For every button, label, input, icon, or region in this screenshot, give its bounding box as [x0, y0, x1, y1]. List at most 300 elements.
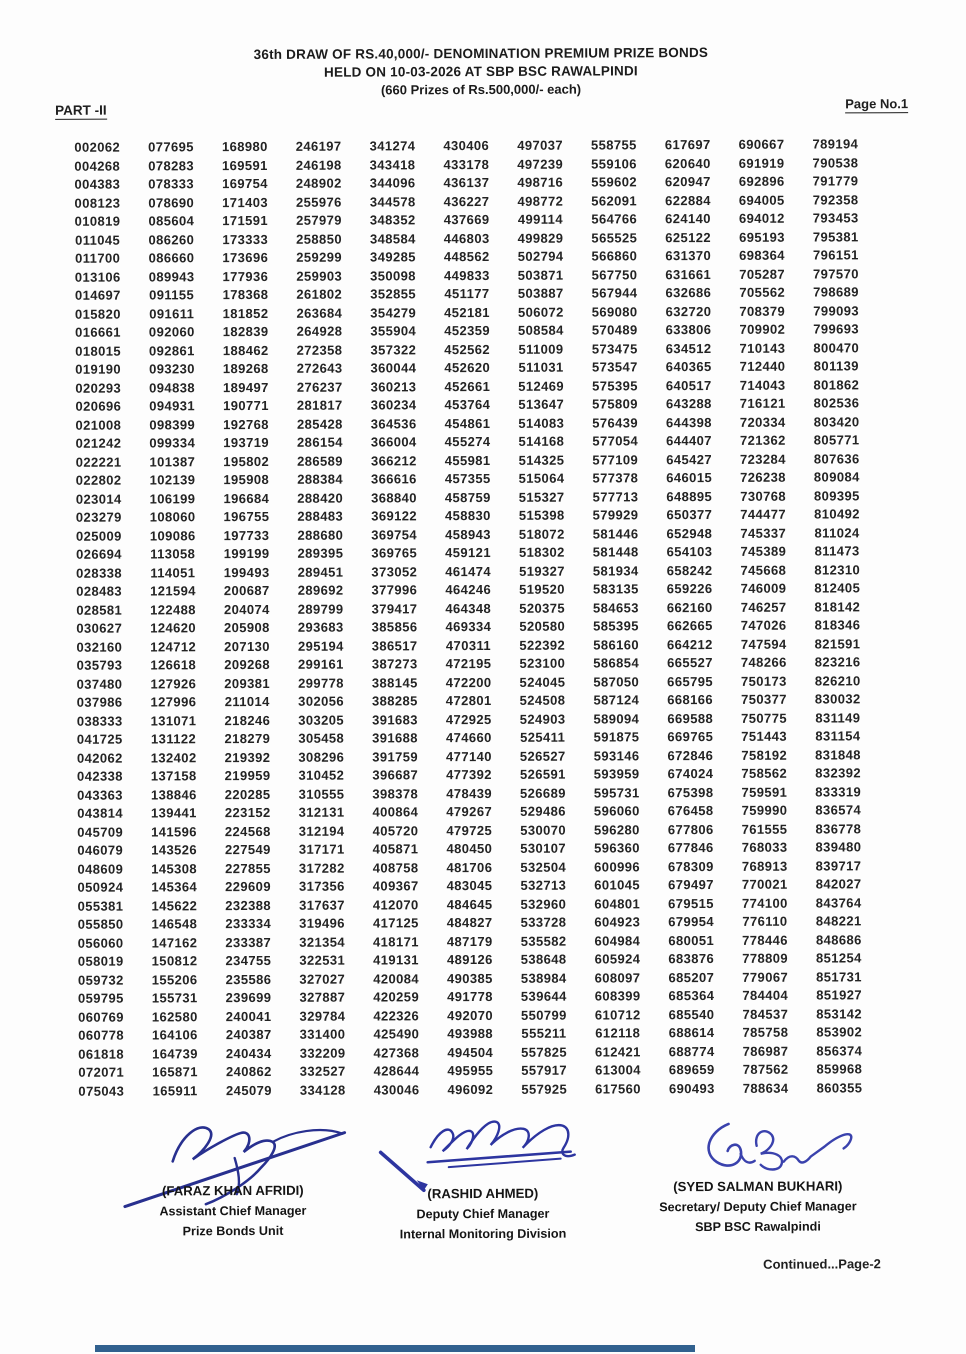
prize-number-cell: 131071 [150, 712, 197, 728]
prize-number-cell: 535582 [520, 933, 567, 949]
prize-number-cell: 853142 [816, 1005, 863, 1022]
prize-number-cell: 177936 [222, 268, 269, 284]
prize-number-cell: 593146 [593, 747, 640, 764]
prize-number-cell: 126618 [150, 657, 197, 673]
prize-number-cell: 022221 [75, 454, 122, 470]
prize-number-cell: 229609 [225, 878, 271, 895]
prize-number-cell: 665795 [667, 673, 713, 689]
signatory-salman [628, 1176, 888, 1237]
prize-number-cell: 810492 [814, 506, 860, 522]
prize-number-cell: 776110 [742, 913, 788, 929]
prize-number-cell: 497239 [517, 156, 564, 172]
prize-number-cell: 512469 [518, 378, 565, 394]
prize-number-cell: 658242 [666, 562, 713, 578]
prize-number-cell: 122488 [150, 601, 196, 617]
prize-number-cell: 190771 [223, 397, 269, 414]
prize-number-cell: 288420 [297, 490, 344, 506]
prize-number-cell: 798689 [813, 284, 859, 300]
prize-number-cell: 165871 [152, 1064, 198, 1080]
prize-number-cell: 258850 [296, 231, 342, 247]
prize-number-cell: 305458 [298, 730, 345, 746]
prize-number-cell: 078690 [148, 194, 195, 210]
prize-number-cell: 099334 [149, 435, 196, 451]
prize-number-cell: 532713 [520, 877, 567, 893]
prize-number-cell: 680051 [668, 932, 715, 948]
prize-number-cell: 506072 [517, 304, 564, 320]
prize-number-cell: 758562 [741, 765, 788, 781]
prize-number-cell: 038333 [76, 713, 123, 729]
prize-number-cell: 803420 [813, 413, 860, 430]
prize-number-cell: 240434 [225, 1045, 272, 1061]
prize-number-cell: 019190 [75, 361, 122, 377]
prize-number-cell: 784537 [742, 1006, 789, 1022]
prize-number-cell: 839717 [815, 857, 862, 874]
prize-number-cell: 373052 [371, 563, 418, 579]
prize-number-cell: 299161 [297, 656, 344, 672]
prize-number-cell: 093230 [149, 361, 195, 377]
prize-number-cell: 669588 [667, 710, 714, 726]
prize-number-cell: 515064 [518, 470, 565, 486]
prize-number-cell: 490385 [446, 970, 493, 986]
prize-number-cell: 042338 [77, 768, 123, 784]
prize-number-cell: 021008 [75, 417, 122, 433]
prize-number-cell: 513647 [518, 396, 565, 412]
prize-number-cell: 433178 [443, 156, 490, 172]
prize-number-cell: 288483 [297, 508, 344, 524]
prize-number-cell: 227855 [225, 860, 271, 876]
prize-number-cell: 272358 [296, 342, 343, 358]
prize-number-cell: 514325 [518, 452, 565, 468]
prize-number-cell: 327027 [299, 971, 346, 987]
prize-number-cell: 690493 [668, 1080, 715, 1096]
prize-number-cell: 303205 [298, 712, 345, 728]
prize-number-cell: 168980 [221, 138, 268, 155]
prize-number-cell: 223152 [224, 804, 271, 821]
prize-number-cell: 617560 [595, 1080, 641, 1097]
prize-number-cell: 525411 [520, 729, 566, 745]
prize-number-cell: 709902 [739, 321, 786, 337]
prize-number-cell: 818142 [814, 598, 861, 615]
prize-number-cell: 613004 [595, 1062, 641, 1078]
prize-number-cell: 695193 [739, 229, 785, 245]
prize-number-cell: 608399 [594, 988, 641, 1004]
prize-number-cell: 519327 [519, 563, 565, 579]
prize-number-cell: 748266 [740, 654, 787, 670]
prize-number-cell: 004383 [74, 176, 121, 192]
prize-number-cell: 679515 [668, 895, 714, 911]
prize-number-cell: 498772 [517, 193, 564, 209]
prize-number-cell: 464348 [445, 600, 492, 616]
prize-number-cell: 021242 [75, 435, 122, 451]
prize-number-cell: 143526 [151, 842, 197, 858]
prize-number-cell: 710143 [739, 340, 786, 356]
prize-number-cell: 327887 [299, 989, 346, 1005]
prize-number-cell: 795381 [812, 228, 859, 245]
prize-number-cell: 802536 [813, 395, 860, 411]
prize-number-cell: 596060 [593, 803, 640, 819]
signature-rashid-ink [381, 1121, 575, 1190]
prize-number-cell: 831154 [815, 728, 861, 744]
prize-number-cell: 801139 [813, 358, 859, 374]
prize-number-cell: 644407 [666, 433, 712, 449]
prize-number-cell: 023279 [75, 509, 122, 525]
prize-number-cell: 377996 [371, 582, 418, 598]
prize-number-cell: 169754 [222, 175, 268, 192]
prize-number-cell: 218246 [224, 712, 271, 728]
prize-number-cell: 015820 [74, 306, 121, 322]
prize-number-cell: 589094 [593, 710, 640, 727]
prize-number-cell: 286589 [297, 453, 343, 469]
prize-number-cell: 199199 [223, 545, 270, 562]
prize-number-cell: 121594 [150, 583, 196, 599]
prize-number-cell: 139441 [150, 805, 197, 821]
prize-number-cell: 141596 [151, 823, 197, 839]
prize-number-cell: 317282 [298, 860, 345, 876]
prize-number-cell: 625122 [665, 229, 712, 245]
prize-number-cell: 091155 [149, 287, 195, 303]
prize-number-cell: 289692 [297, 582, 344, 598]
prize-number-cell: 059795 [77, 990, 124, 1006]
prize-number-cell: 799693 [813, 321, 860, 337]
prize-number-cell: 218279 [224, 730, 271, 747]
prize-number-cell: 750377 [741, 691, 787, 707]
prize-number-cell: 224568 [224, 823, 271, 839]
prize-number-cell: 092060 [148, 324, 195, 340]
prize-number-cell: 750775 [741, 710, 787, 726]
prize-number-cell: 422326 [373, 1007, 420, 1023]
prize-number-cell: 744477 [740, 506, 787, 522]
prize-number-cell: 497037 [517, 137, 564, 153]
prize-number-cell: 478439 [446, 785, 493, 801]
prize-number-cell: 848221 [815, 913, 862, 929]
prize-number-cell: 539644 [520, 988, 567, 1004]
prize-number-cell: 583135 [592, 581, 639, 597]
prize-number-cell: 790538 [812, 154, 859, 171]
prize-number-cell: 008123 [74, 195, 121, 211]
prize-number-cell: 173333 [222, 231, 269, 247]
prize-number-cell: 420259 [373, 989, 420, 1005]
prize-number-cell: 685540 [668, 1006, 715, 1022]
prize-number-cell: 169591 [221, 157, 268, 173]
prize-number-cell: 514083 [518, 415, 565, 431]
prize-number-cell: 086260 [148, 231, 195, 247]
prize-number-cell: 449833 [443, 267, 490, 283]
prize-number-cell: 189497 [222, 379, 269, 395]
prize-number-cell: 192768 [223, 416, 269, 432]
prize-number-cell: 778809 [742, 950, 789, 966]
prize-number-cell: 809084 [813, 469, 860, 485]
prize-number-cell: 608097 [594, 969, 641, 986]
prize-number-cell: 716121 [739, 395, 786, 411]
prize-number-cell: 400864 [372, 804, 419, 820]
prize-number-cell: 396687 [372, 767, 419, 783]
prize-number-cell: 634512 [665, 340, 712, 356]
prize-number-cell: 484827 [446, 914, 493, 931]
prize-number-cell: 587050 [593, 673, 640, 690]
prize-number-cell: 369765 [371, 545, 418, 561]
prize-number-cell: 368840 [371, 489, 417, 505]
signature-salman-ink [708, 1123, 851, 1169]
prize-number-cell: 028483 [76, 583, 123, 599]
prize-number-cell: 721362 [739, 432, 786, 448]
prize-number-cell: 072071 [78, 1064, 125, 1080]
prize-number-cell: 245079 [226, 1082, 272, 1098]
prize-number-cell: 437669 [443, 211, 490, 228]
prize-number-cell: 261802 [296, 286, 343, 302]
prize-number-cell: 322531 [299, 952, 346, 968]
signatory-name: (SYED SALMAN BUKHARI) [673, 1178, 843, 1195]
prize-number-cell: 162580 [151, 1008, 198, 1024]
prize-number-cell: 288384 [297, 471, 344, 487]
prize-number-cell: 366212 [370, 452, 417, 468]
prize-number-cell: 360044 [370, 360, 417, 376]
prize-number-cell: 633806 [665, 322, 712, 338]
prize-number-cell: 234755 [225, 952, 272, 969]
prize-number-cell: 045709 [77, 824, 124, 840]
prize-number-cell: 745337 [740, 525, 787, 541]
prize-number-cell: 557825 [521, 1044, 567, 1060]
prize-number-cell: 515327 [518, 489, 565, 505]
prize-number-cell: 518072 [518, 526, 565, 542]
prize-number-cell: 800470 [813, 339, 860, 356]
prize-number-cell: 145364 [151, 879, 198, 895]
prize-number-cell: 479725 [446, 822, 493, 838]
prize-number-cell: 662160 [666, 599, 713, 615]
prize-number-cell: 532504 [520, 859, 567, 875]
prize-number-cell: 557925 [521, 1081, 568, 1097]
prize-number-cell: 694012 [738, 210, 785, 226]
prize-number-cell: 511009 [518, 341, 564, 357]
prize-number-cell: 708379 [739, 303, 786, 319]
prize-number-cell: 312194 [298, 823, 345, 839]
prize-number-cell: 503887 [517, 285, 564, 301]
prize-number-cell: 573475 [591, 340, 638, 357]
prize-number-cell: 522392 [519, 637, 566, 653]
prize-number-cell: 520375 [519, 600, 566, 616]
prize-number-cell: 366004 [370, 434, 417, 450]
prize-number-cell: 812405 [814, 580, 861, 596]
prize-number-cell: 360213 [370, 378, 417, 394]
prize-number-cell: 831848 [815, 746, 861, 763]
prize-number-cell: 165911 [152, 1082, 198, 1098]
prize-number-cell: 220285 [224, 786, 271, 802]
prize-number-cell: 055381 [77, 898, 124, 914]
prize-number-cell: 502794 [517, 248, 564, 264]
prize-number-cell: 569080 [591, 303, 638, 320]
prize-number-cell: 246198 [295, 157, 342, 173]
prize-number-cell: 317637 [299, 897, 345, 913]
prize-number-cell: 487179 [446, 933, 493, 949]
prize-number-cell: 240041 [225, 1008, 272, 1024]
prize-number-cell: 200687 [223, 582, 270, 599]
prize-number-cell: 085604 [148, 213, 195, 229]
prize-number-cell: 147162 [151, 934, 198, 950]
prize-number-cell: 458943 [445, 526, 491, 542]
prize-number-cell: 011045 [75, 232, 121, 248]
prize-number-cell: 209268 [224, 656, 270, 673]
prize-number-cell: 023014 [75, 491, 122, 507]
prize-number-cell: 631661 [665, 266, 712, 282]
prize-number-cell: 567944 [591, 285, 638, 301]
prize-number-cell: 470311 [445, 637, 492, 653]
prize-number-cell: 570489 [591, 322, 638, 338]
prize-number-cell: 350098 [370, 267, 416, 283]
prize-number-cell: 758192 [741, 747, 788, 763]
prize-number-cell: 195802 [223, 453, 270, 469]
prize-number-cell: 109086 [149, 527, 196, 543]
prize-number-cell: 458759 [444, 489, 491, 505]
prize-number-cell: 295194 [297, 638, 344, 654]
prize-number-cell: 061818 [78, 1046, 125, 1062]
prize-number-cell: 494504 [447, 1044, 494, 1060]
prize-number-cell: 842027 [815, 876, 862, 892]
prize-number-cell: 025009 [75, 528, 122, 544]
prize-number-cell: 452661 [444, 378, 491, 394]
prize-number-cell: 612118 [595, 1025, 641, 1041]
prize-number-cell: 481706 [446, 859, 493, 875]
prize-number-cell: 355904 [370, 323, 417, 339]
prize-number-cell: 391688 [372, 730, 418, 746]
prize-number-cell: 565525 [591, 229, 638, 246]
prize-number-cell: 789194 [812, 136, 859, 152]
prize-number-cell: 189268 [222, 360, 269, 377]
prize-number-cell: 524045 [519, 674, 566, 690]
prize-number-cell: 289395 [297, 545, 344, 561]
prize-number-cell: 412070 [372, 896, 419, 912]
prize-number-cell: 584653 [592, 599, 639, 616]
prize-number-cell: 796151 [812, 247, 859, 263]
prize-number-cell: 472195 [445, 655, 492, 672]
prize-number-cell: 678309 [667, 858, 714, 874]
prize-number-cell: 694005 [738, 192, 785, 208]
prize-number-cell: 493988 [447, 1025, 494, 1042]
prize-number-cell: 106199 [149, 490, 196, 506]
prize-number-cell: 559106 [591, 155, 637, 172]
prize-number-cell: 108060 [149, 509, 196, 525]
prize-number-cell: 591875 [593, 729, 640, 745]
prize-number-cell: 856374 [816, 1042, 863, 1059]
prize-number-cell: 018015 [75, 343, 121, 359]
prize-number-cell: 859968 [816, 1061, 863, 1077]
prize-number-cell: 550799 [520, 1007, 567, 1023]
prize-number-cell: 348584 [369, 230, 416, 246]
prize-number-cell: 640365 [665, 359, 712, 375]
prize-number-cell: 264928 [296, 323, 343, 339]
prize-number-cell: 209381 [224, 675, 271, 691]
prize-number-cell: 461474 [445, 563, 492, 579]
prize-number-cell: 577054 [592, 433, 639, 449]
prize-number-cell: 145622 [151, 897, 198, 913]
prize-number-cell: 770021 [741, 876, 788, 892]
prize-number-cell: 538984 [520, 970, 567, 986]
prize-number-cell: 056060 [77, 935, 124, 951]
prize-number-cell: 272643 [296, 360, 343, 376]
prize-number-cell: 042062 [76, 750, 123, 766]
prize-number-cell: 211014 [224, 693, 270, 710]
prize-number-cell: 357322 [370, 341, 417, 357]
prize-number-cell: 851927 [816, 987, 862, 1003]
prize-number-cell: 035793 [76, 657, 123, 673]
prize-number-cell: 759591 [741, 784, 788, 800]
prize-number-cell: 788634 [742, 1080, 789, 1096]
prize-number-cell: 566860 [591, 248, 638, 264]
prize-number-cell: 601045 [594, 877, 641, 893]
prize-number-cell: 644398 [665, 414, 712, 430]
prize-number-cell: 787562 [742, 1061, 789, 1077]
prize-number-cell: 587124 [593, 692, 640, 708]
prize-number-cell: 349285 [370, 249, 416, 265]
prize-number-cell: 812310 [814, 561, 861, 578]
prize-number-cell: 805771 [813, 432, 860, 448]
prize-number-cell: 530107 [520, 840, 567, 856]
prize-number-cell: 308296 [298, 749, 345, 765]
prize-number-cell: 131122 [151, 731, 197, 747]
prize-number-cell: 102139 [149, 472, 196, 488]
signatory-faraz [115, 1181, 351, 1242]
prize-number-cell: 853902 [816, 1024, 863, 1040]
prize-number-cell: 596360 [594, 840, 640, 856]
prize-number-cell: 155206 [151, 971, 198, 987]
prize-number-cell: 577713 [592, 488, 639, 505]
prize-number-cell: 581446 [592, 525, 639, 542]
signatory-unit: Internal Monitoring Division [399, 1226, 567, 1242]
prize-number-cell: 046079 [77, 842, 124, 858]
prize-number-cell: 705562 [739, 284, 786, 300]
prize-number-cell: 555211 [521, 1025, 567, 1041]
prize-number-cell: 674024 [667, 765, 714, 782]
prize-number-cell: 010819 [74, 213, 121, 229]
prize-number-cell: 503871 [517, 267, 564, 283]
prize-number-cell: 171403 [222, 194, 268, 210]
prize-number-cell: 631370 [665, 248, 712, 264]
prize-number-cell: 557917 [521, 1062, 568, 1078]
prize-number-cell: 624140 [665, 211, 711, 227]
prize-number-cell: 199493 [223, 564, 270, 580]
prize-number-cell: 677846 [667, 839, 714, 856]
prize-number-cell: 672846 [667, 747, 714, 763]
prize-number-cell: 489126 [446, 951, 493, 968]
prize-number-cell: 612421 [594, 1043, 641, 1060]
signatory-name: (FARAZ KHAN AFRIDI) [161, 1182, 304, 1199]
prize-number-cell: 784404 [742, 987, 789, 1003]
prize-number-cell: 586160 [593, 636, 640, 653]
prize-number-cell: 369122 [371, 508, 417, 524]
prize-number-cell: 155731 [151, 990, 198, 1006]
prize-number-cell: 430046 [373, 1081, 420, 1097]
prize-number-cell: 016661 [75, 324, 121, 340]
prize-number-cell: 811024 [814, 524, 860, 541]
prize-number-cell: 579929 [592, 507, 639, 523]
prize-number-cell: 807636 [813, 450, 860, 467]
prize-number-cell: 050924 [77, 879, 124, 895]
prize-number-cell: 648895 [666, 488, 713, 504]
prize-number-cell: 526527 [519, 748, 566, 764]
prize-number-cell: 405871 [372, 841, 419, 857]
prize-number-cell: 041725 [76, 731, 123, 747]
page-number-label: Page No.1 [845, 96, 909, 112]
prize-number-cell: 726238 [740, 469, 786, 485]
prize-number-cell: 499829 [517, 230, 564, 246]
prize-number-cell: 452620 [444, 359, 491, 376]
prize-number-cell: 848686 [815, 931, 862, 948]
prize-number-cell: 173696 [222, 249, 269, 266]
prize-number-cell: 690667 [738, 136, 785, 152]
prize-number-cell: 746257 [740, 599, 787, 615]
prize-number-cell: 581448 [592, 544, 639, 560]
prize-number-cell: 793453 [812, 210, 859, 226]
prize-number-cell: 605924 [594, 951, 641, 967]
prize-number-cell: 004268 [74, 158, 121, 174]
